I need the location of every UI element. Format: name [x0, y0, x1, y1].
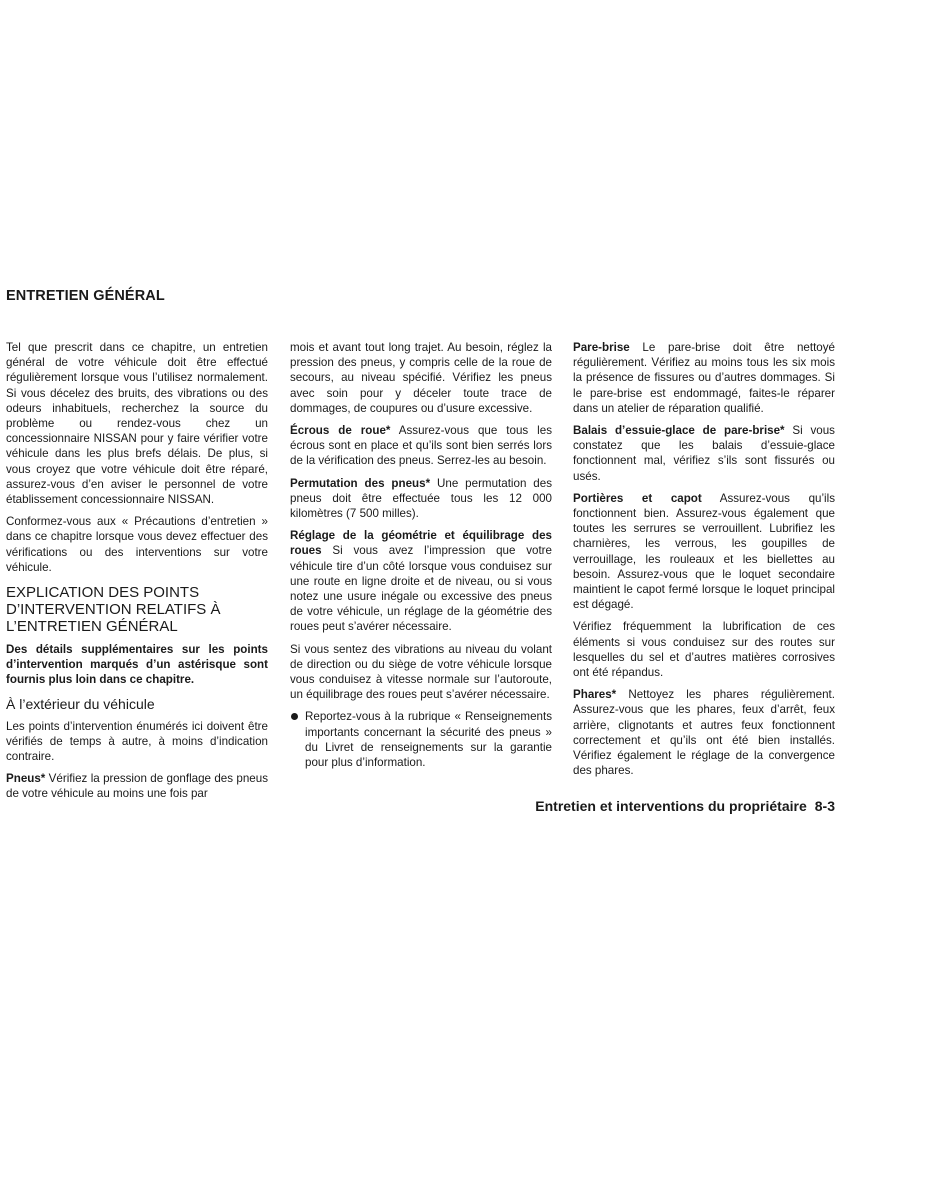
intro-paragraph: Tel que prescrit dans ce chapitre, un entretien général de votre véhicule doit être effectué régulièrement lorsque vous l’utilisez normalement. Si vous décelez des bruits, des vibrations ou des odeurs inhabituels, recherchez la source du problème ou rendez-vous chez un concessionnaire NISSAN pour y faire vérifier votre véhicule dans les plus brefs délais. De plus, si vous croyez que votre véhicule doit être réparé, assurez-vous d’en aviser le personnel de votre établissement concessionnaire NISSAN.	[6, 341, 268, 507]
asterisk-note: Des détails supplémentaires sur les points d’intervention marqués d’un astérisque sont fournis plus loin dans ce chapitre.	[6, 643, 268, 687]
bullet-icon	[291, 713, 298, 720]
wipers-label: Balais d’essuie-glace de pare-brise*	[573, 424, 785, 438]
chapter-title: Entretien et interventions du propriétaire	[535, 798, 807, 814]
windshield-label: Pare-brise	[573, 341, 630, 354]
page-number: 8-3	[814, 798, 835, 814]
bullet-list	[290, 709, 552, 770]
subheading: EXPLICATION DES POINTS D’INTERVENTION RELATIFS À L’ENTRETIEN GÉNÉRAL	[6, 584, 221, 636]
bullet-text: Reportez-vous à la rubrique « Renseignements importants concernant la sécurité des pneus » du Livret de renseignements sur la garantie pour plus d’information.	[305, 710, 552, 770]
rotation-paragraph	[290, 476, 552, 522]
tires-label: Pneus*	[6, 772, 46, 786]
lights-label: Phares*	[573, 688, 617, 702]
windshield-paragraph	[573, 340, 835, 416]
column-3	[573, 340, 835, 785]
wheel-nuts-label: Écrous de roue*	[290, 424, 391, 438]
lights-text: Nettoyez les phares régulièrement. Assurez-vous que les phares, feux d’arrêt, feux arrière, clignotants et autres feux fonctionnent correctement et qu’ils ont été bien installés. Vérifiez également le réglage de la convergence des phares.	[573, 688, 835, 778]
exterior-paragraph: Les points d’intervention énumérés ici doivent être vérifiés de temps à autre, à moins d’indication contraire.	[6, 719, 268, 764]
doors-text: Assurez-vous qu’ils fonctionnent bien. Assurez-vous également que toutes les serrures se verrouillent. Lubrifiez les charnières, les verrous, les goupilles de verrouillage, les rouleaux et les biellettes au besoin. Assurez-vous que le loquet secondaire maintient le capot fermé lorsque le loquet principal est dégagé.	[573, 491, 836, 612]
column-1	[6, 340, 268, 809]
column-2	[290, 340, 552, 770]
tires-paragraph	[6, 771, 268, 801]
windshield-text: Le pare-brise doit être nettoyé régulièrement. Vérifiez au moins tous les six mois la présence de fissures ou d’autres dommages. Si le pare-brise est endommagé, faites-le réparer dans un atelier de réparation qualifié.	[573, 341, 835, 415]
precautions-paragraph: Conformez-vous aux « Précautions d’entretien » dans ce chapitre lorsque vous devez effectuer des vérifications ou des interventions sur votre véhicule.	[6, 515, 268, 574]
tires-continued-paragraph: mois et avant tout long trajet. Au besoin, réglez la pression des pneus, y compris celle de la roue de secours, au niveau spécifié. Vérifiez les pneus avec soin pour y déceler toute trace de dommages, de coupures ou d’usure excessive.	[290, 341, 552, 415]
rotation-text: Une permutation des pneus doit être effectuée tous les 12 000 kilomètres (7 500 milles).	[290, 476, 552, 521]
tires-text: Vérifiez la pression de gonflage des pneus de votre véhicule au moins une fois par	[6, 772, 268, 801]
vibration-paragraph: Si vous sentez des vibrations au niveau du volant de direction ou du siège de votre véhicule lorsque vous conduisez à vitesse normale sur l’autoroute, un équilibrage des roues peut s’avérer nécessaire.	[290, 642, 552, 702]
wipers-text: Si vous constatez que les balais d’essuie-glace fonctionnent mal, vérifiez s’ils sont fissurés ou usés.	[573, 424, 835, 483]
alignment-paragraph	[290, 528, 552, 634]
section-title: ENTRETIEN GÉNÉRAL	[6, 288, 165, 304]
doors-paragraph	[573, 491, 835, 613]
lights-paragraph	[573, 687, 835, 778]
wheel-nuts-paragraph	[290, 423, 552, 469]
list-item	[290, 709, 552, 770]
rotation-label: Permutation des pneus*	[290, 476, 431, 490]
wipers-paragraph	[573, 423, 835, 484]
alignment-label: Réglage de la géométrie et équilibrage des roues	[290, 529, 552, 558]
page-footer	[535, 798, 835, 814]
alignment-text: Si vous avez l’impression que votre véhicule tire d’un côté lorsque vous conduisez sur une route en ligne droite et de niveau, ou si vous notez une usure inégale ou excessive des pneus de votre véhicule, un réglage de la géométrie des roues peut s’avérer nécessaire.	[290, 544, 552, 634]
lubrication-paragraph: Vérifiez fréquemment la lubrification de ces éléments si vous conduisez sur des routes sur lesquelles du sel et d’autres matières corrosives ont été répandus.	[573, 620, 835, 680]
doors-label: Portières et capot	[573, 491, 702, 505]
wheel-nuts-text: Assurez-vous que tous les écrous sont en place et qu’ils sont bien serrés lors de la vérification des pneus. Serrez-les au besoin.	[290, 424, 552, 468]
subsubheading: À l’extérieur du véhicule	[6, 695, 155, 712]
